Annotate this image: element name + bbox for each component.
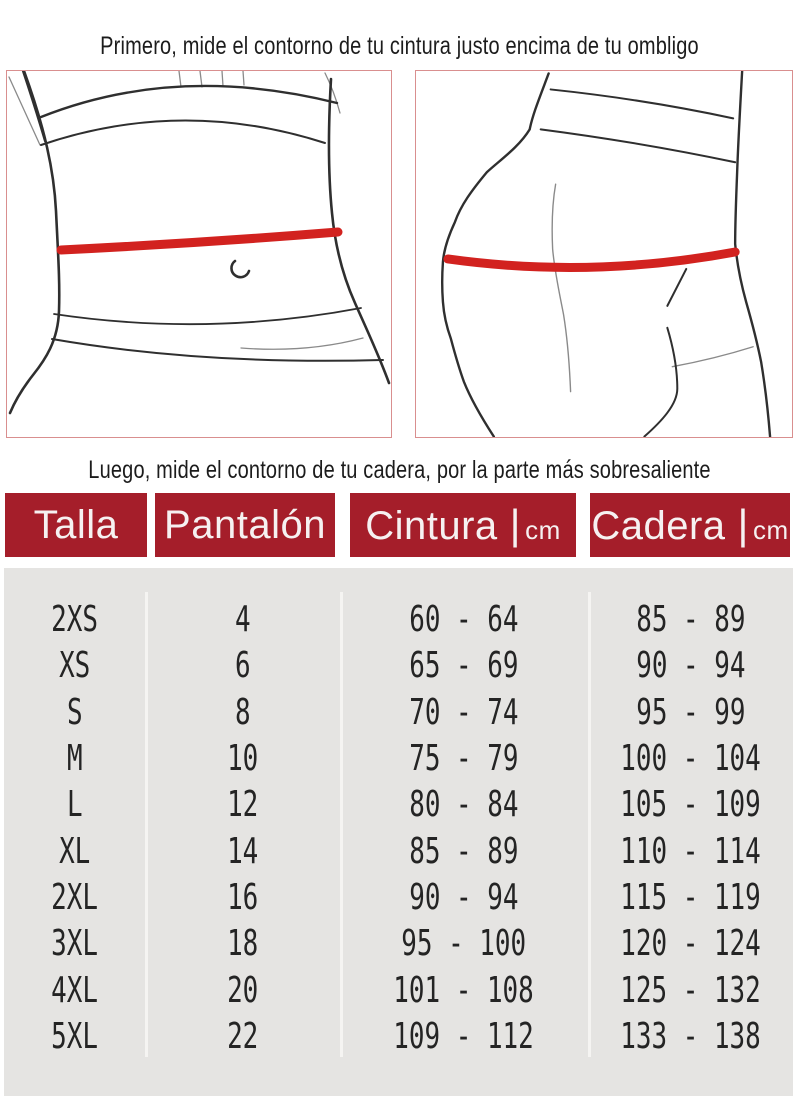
cell-value: 22: [226, 1015, 259, 1057]
cell-value: 70 - 74: [409, 691, 519, 733]
cell-value: 18: [226, 923, 259, 965]
cell-value: 115 - 119: [620, 876, 761, 918]
cell-value: 95 - 99: [635, 691, 746, 733]
cell-value: 85 - 89: [635, 599, 746, 641]
size-table-body: [4, 568, 793, 1096]
cell-talla: [5, 1014, 145, 1060]
waist-measuring-tape: [61, 232, 338, 250]
cell-talla: [5, 967, 145, 1013]
cell-pantalon: [145, 690, 340, 736]
table-row: [5, 875, 793, 921]
header-label: [34, 503, 119, 548]
bra-hook-line: [179, 71, 181, 87]
cell-value: XS: [59, 645, 91, 687]
cell-cintura: [340, 782, 588, 828]
cell-value: 6: [234, 645, 251, 687]
cell-value: 90 - 94: [409, 876, 519, 918]
cell-value: 110 - 114: [620, 830, 761, 872]
header-label: [365, 501, 561, 549]
header-pantalon: [155, 493, 335, 557]
cell-cadera: [588, 921, 793, 967]
cell-value: 65 - 69: [409, 645, 519, 687]
cell-pantalon: [145, 967, 340, 1013]
unit-cm: cm: [752, 515, 789, 545]
cell-value: 20: [226, 969, 259, 1011]
cell-cadera: [588, 597, 793, 643]
cell-pantalon: [145, 875, 340, 921]
cell-cintura: [340, 643, 588, 689]
cell-cintura: [340, 736, 588, 782]
header-cadera: [590, 493, 790, 557]
thigh-crease-line: [644, 328, 677, 437]
panty-band-bottom: [52, 339, 383, 361]
cell-cintura: [340, 875, 588, 921]
table-row: [5, 736, 793, 782]
cell-pantalon: [145, 736, 340, 782]
cell-cadera: [588, 782, 793, 828]
header-cintura-text: Cintura: [365, 504, 498, 548]
unit-divider-bar: |: [737, 501, 749, 548]
cell-cadera: [588, 967, 793, 1013]
cell-cadera: [588, 1014, 793, 1060]
table-row: [5, 597, 793, 643]
bra-hook-line: [222, 71, 223, 86]
strap-right-line: [325, 73, 340, 113]
navel-mark: [231, 261, 249, 277]
cell-value: 60 - 64: [409, 599, 519, 641]
bra-band-bottom: [41, 120, 325, 145]
cell-value: 3XL: [51, 923, 99, 965]
cell-value: 109 - 112: [393, 1015, 535, 1057]
cell-value: 90 - 94: [635, 645, 746, 687]
cell-value: 105 - 109: [620, 784, 761, 826]
header-label: [164, 503, 326, 548]
waist-instruction: Primero, mide el contorno de tu cintura justo encima de tu ombligo: [100, 32, 699, 60]
cell-value: XL: [59, 830, 91, 872]
cell-cadera: [588, 875, 793, 921]
front-contour: [735, 71, 770, 436]
cell-cadera: [588, 828, 793, 874]
header-label: [591, 501, 788, 549]
hip-instruction: Luego, mide el contorno de tu cadera, por la parte más sobresaliente: [88, 456, 711, 484]
cell-cintura: [340, 967, 588, 1013]
header-talla-text: Talla: [33, 502, 119, 547]
back-center-crease: [552, 184, 571, 391]
cell-value: 85 - 89: [409, 830, 519, 872]
cell-cadera: [588, 690, 793, 736]
band-faint-line: [241, 338, 363, 349]
table-row: [5, 967, 793, 1013]
size-table-rows: [5, 597, 793, 1060]
cell-value: 5XL: [51, 1015, 99, 1057]
hip-measure-figure: [415, 70, 793, 438]
cell-cintura: [340, 597, 588, 643]
unit-divider-bar: |: [509, 501, 522, 548]
cell-pantalon: [145, 782, 340, 828]
cell-talla: [5, 643, 145, 689]
cell-talla: [5, 690, 145, 736]
table-row: [5, 1014, 793, 1060]
cell-talla: [5, 921, 145, 967]
waistband-line-1: [551, 89, 734, 118]
torso-left-contour: [10, 71, 59, 413]
cell-cadera: [588, 643, 793, 689]
cell-pantalon: [145, 597, 340, 643]
table-row: [5, 921, 793, 967]
unit-cm: cm: [525, 515, 561, 545]
cell-value: 75 - 79: [409, 738, 519, 780]
cell-value: 95 - 100: [401, 923, 527, 965]
thigh-faint-line: [672, 347, 753, 367]
cell-cintura: [340, 1014, 588, 1060]
cell-value: 4XL: [51, 969, 99, 1011]
bra-hook-line: [243, 71, 244, 85]
cell-value: 16: [226, 876, 259, 918]
cell-value: S: [67, 691, 83, 733]
table-row: [5, 690, 793, 736]
cell-value: 100 - 104: [620, 738, 761, 780]
header-cintura: [350, 493, 576, 557]
cell-pantalon: [145, 643, 340, 689]
cell-value: 4: [234, 599, 251, 641]
table-row: [5, 782, 793, 828]
header-cadera-text: Cadera: [591, 504, 726, 548]
cell-cintura: [340, 690, 588, 736]
cell-pantalon: [145, 1014, 340, 1060]
cell-talla: [5, 782, 145, 828]
header-talla: [5, 493, 147, 557]
cell-talla: [5, 597, 145, 643]
bra-band-top: [41, 86, 337, 117]
cell-value: 2XS: [51, 599, 99, 641]
cell-cadera: [588, 736, 793, 782]
cell-value: 14: [226, 830, 259, 872]
hip-measuring-tape: [448, 252, 735, 267]
table-row: [5, 828, 793, 874]
cell-value: L: [67, 784, 83, 826]
cell-pantalon: [145, 828, 340, 874]
cell-value: 120 - 124: [620, 923, 761, 965]
cell-value: 2XL: [51, 876, 99, 918]
cell-talla: [5, 736, 145, 782]
cell-value: 80 - 84: [409, 784, 519, 826]
cell-value: 125 - 132: [620, 969, 761, 1011]
cell-cintura: [340, 828, 588, 874]
cell-value: 10: [226, 738, 259, 780]
waistband-line-2: [541, 129, 735, 162]
cell-talla: [5, 875, 145, 921]
cell-talla: [5, 828, 145, 874]
cell-value: 133 - 138: [620, 1015, 761, 1057]
cell-cintura: [340, 921, 588, 967]
cell-value: 101 - 108: [393, 969, 535, 1011]
header-pantalon-text: Pantalón: [164, 502, 326, 547]
waist-measure-figure: [6, 70, 392, 438]
hip-crease-line: [667, 269, 686, 306]
cell-value: 12: [226, 784, 259, 826]
cell-value: M: [67, 738, 83, 780]
cell-value: 8: [234, 691, 251, 733]
cell-pantalon: [145, 921, 340, 967]
table-row: [5, 643, 793, 689]
panty-band-top: [54, 308, 361, 324]
bra-hook-line: [200, 71, 202, 87]
side-hips-illustration: [416, 71, 792, 437]
front-torso-illustration: [7, 71, 391, 437]
back-contour: [442, 73, 548, 436]
